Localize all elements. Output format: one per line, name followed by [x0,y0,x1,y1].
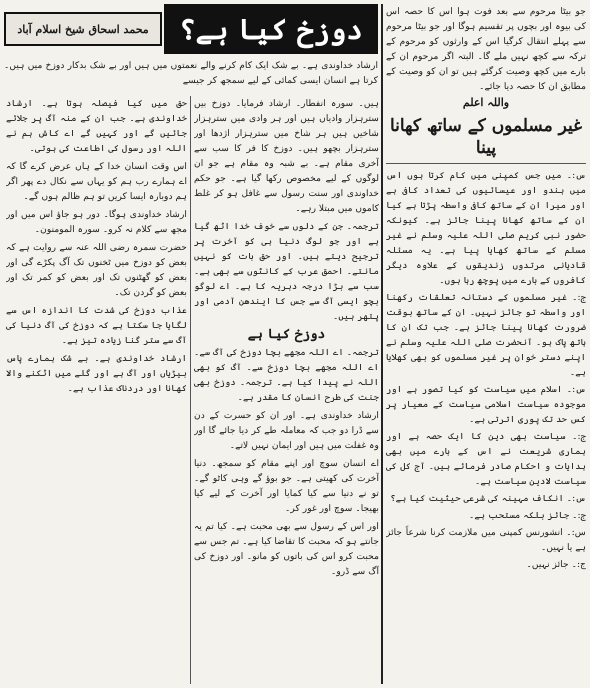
paragraph: ارشاد خداوندی ہوگا۔ دور ہو جاؤ اس میں اور مجھ سے کلام نہ کرو۔ سورہ المومنون۔ [6,209,187,235]
question: س:۔ اسلام میں سیاست کو کیا تصور ہے اور موجودہ سیاست اسلامی سیاست کے معیار پر کس حد تک پوری اترتی ہے۔ [386,384,586,425]
headline-banner [164,4,378,54]
column-divider [190,96,191,684]
paragraph: جو بیٹا مرحوم سے بعد فوت ہوا اس کا حصہ اس کی بیوہ اور بچوں پر تقسیم ہوگا اور جو بیٹا مرحوم سے پہلے انتقال کرگیا اس کے وارثوں کو مرحوم کے ترکہ سے کچھ نہیں ملے گا۔ البتہ اگر مرحوم ان کے بارے میں کچھ وصیت کرگئے ہیں تو ان کو وصیت کے مطابق ان کا حصہ دیا جائے۔ [386,6,586,92]
paragraph: حق میں کیا فیصلہ ہوتا ہے۔ ارشاد خداوندی ہے۔ جب ان کے منہ آگ پر جلائے جائیں گے اور کہیں گے اے کاش ہم نے اللہ اور رسول کی اطاعت کی ہوتی۔ [6,98,187,154]
paragraph: ہیں۔ سورہ انفطار۔ ارشاد فرمایا۔ دوزخ بیں سترہزار وادیاں ہیں اور ہر وادی میں سترہزار شاخیں ہیں ہر شاخ میں سترہزار اژدھا اور سترہزار بچھو ہیں۔ دوزخ کا فر کا سب سے آخری مقام ہے۔ بے شبہ وہ مقام ہے جو ان لوگوں کے لیے مخصوص رکھا گیا ہے۔ جو حکم خداوندی اور سنت رسول سے غافل ہو کر غلط کاموں میں مبتلا رہے۔ [194,98,379,214]
question: س:۔ انشورنس کمپنی میں ملازمت کرنا شرعاً جائز ہے یا نہیں۔ [386,527,586,553]
answer: ج:۔ غیر مسلموں کے دستانہ تعلقات رکھنا اور واسطہ تو جائز نہیں۔ ان کے ساتھ بوقت ضرورت کھانا پینا جائز ہے۔ جب تک ان کا ہاتھ پاک ہو۔ آنحضرت صلی اللہ علیہ وسلم نے اپنے دستر خوان پر غیر مسلموں کو بھی کھلایا ہے۔ [386,292,586,378]
inheritance-answer [386,4,586,94]
answer: ج:۔ جائز نہیں۔ [526,559,586,570]
inline-heading: دوزخ کیا ہے [247,327,326,342]
paragraph: اور اس کے رسول سے بھی محبت ہے۔ کیا تم یہ جانتے ہو کہ محبت کا تقاضا کیا ہے۔ تم جس سے محبت کرو اس کی باتوں کو مانو۔ اور دوزخ کی آگ سے ڈرو۔ [194,521,379,577]
paragraph: حضرت سمرہ رضی اللہ عنہ سے روایت ہے کہ بعض کو دوزخ میں ٹخنوں تک آگ پکڑے گی اور بعض کو گھٹنوں تک اور بعض کو کمر تک اور بعض کو گردن تک۔ [6,242,187,298]
question: س:۔ انکاف مہینہ کی شرعی حیثیت کیا ہے؟ [390,493,586,504]
answer: ج:۔ سیاست بھی دین کا ایک حصہ ہے اور ہماری شریعت نے اس کے بارے میں بھی ہدایات و احکام صادر فرمائے ہیں۔ آج کل کی سیاست لادین سیاست ہے۔ [386,431,586,487]
lead-paragraph: ارشاد خداوندی ہے۔ بے شک ایک کام کرنے والے نعمتوں میں ہیں اور بے شک بدکار دوزخ میں ہیں۔ کرتا ہے انسان ایسی کمائی کے لیے سمجھ کر جیسے [4,60,378,86]
paragraph: ترجمہ۔ اے اللہ مجھے بچا دوزخ کی آگ سے۔ اے اللہ مجھے بچا دوزخ سے۔ آگ کو بھی اللہ نے پیدا کیا ہے۔ ترجمہ۔ دوزخ بھی جنت کی طرح انسان کا مقدر ہے۔ [194,347,379,403]
paragraph: عذاب دوزخ کی شدت کا اندازہ اس سے لگایا جا سکتا ہے کہ دوزخ کی آگ دنیا کی آگ سے ستر گنا زیادہ تیز ہے۔ [6,305,187,346]
right-column [386,4,586,684]
paragraph: ترجمہ۔ جن کے دلوں سے خوف خدا اٹھ گیا ہے اور جو لوگ دنیا ہی کو آخرت پر ترجیح دیتے ہیں۔ اور حق بات کو نہیں مانتے۔ احمق عرب کے کانٹوں سے بھی ہے۔ سب سے بڑا درجہ دہریہ کا ہے۔ اے لوگو بچو ایسی آگ سے جس کا ایندھن آدمی اور پتھر ہیں۔ [194,221,379,322]
paragraph: اے انسان سوچ اور اپنے مقام کو سمجھ۔ دنیا آخرت کی کھیتی ہے۔ جو بوؤ گے وہی کاٹو گے۔ تو نے دنیا سے کیا کمایا اور آخرت کے لیے کیا بھیجا۔ سوچ اور غور کر۔ [194,458,379,514]
byline-box [4,12,162,46]
author-byline: محمد اسحاق شیخ اسلام آباد [17,22,149,36]
column-divider [381,4,383,684]
paragraph: ارشاد خداوندی ہے۔ بے شک ہمارے پاس بیڑیاں اور آگ ہے اور گلے میں اٹکنے والا کھانا اور دردناک عذاب ہے۔ [6,353,187,394]
left-column [6,96,187,684]
section-heading: غیر مسلموں کے ساتھ کھانا پینا [386,113,586,164]
paragraph: اس وقت انسان خدا کے ہاں عرض کرے گا کہ اے ہمارے رب ہم کو یہاں سے نکال دے پھر اگر ہم دوبارہ ایسا کریں تو ہم ظالم ہوں گے۔ [6,161,187,202]
article-header [4,4,378,94]
middle-column [194,96,379,684]
qa-section [386,168,586,572]
question: س:۔ میں جس کمپنی میں کام کرتا ہوں اس میں ہندو اور عیسائیوں کی تعداد کافی ہے اور میرا ان کے ساتھ کافی واسطہ پڑتا ہے کیا ان کے ساتھ کھانا پینا جائز ہے۔ کیونکہ حضور نبی کریم صلی اللہ علیہ وسلم نے غیر مسلم کے ساتھ کھایا پیا ہے۔ یہ مسئلہ قادیانی مرتدوں زندیقوں کے علاوہ دیگر کافروں کے بارے میں پوچھ رہا ہوں۔ [386,170,586,286]
article-title: دوزخ کیا ہے؟ [179,12,363,46]
signoff: واللہ اعلم [462,96,510,109]
paragraph: ارشاد خداوندی ہے۔ اور ان کو حسرت کے دن سے ڈرا دو جب کہ معاملہ طے کر دیا جائے گا اور وہ غفلت میں ہیں اور ایمان نہیں لاتے۔ [194,410,379,451]
answer: ج:۔ جائز بلکہ مستحب ہے۔ [468,510,586,521]
